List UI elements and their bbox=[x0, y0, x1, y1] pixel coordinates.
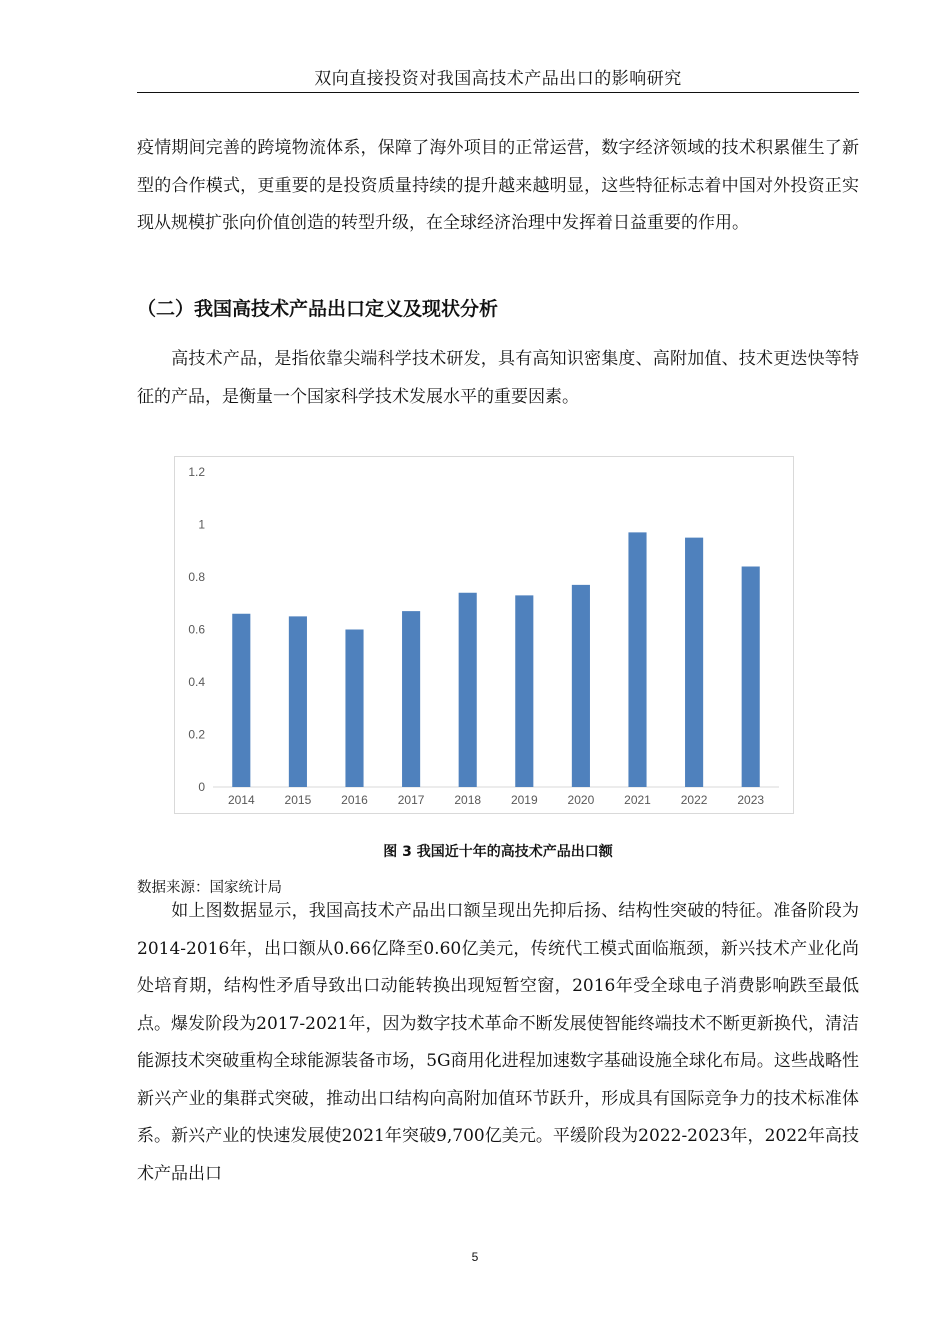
bar-2017 bbox=[402, 611, 420, 787]
export-bar-chart bbox=[174, 456, 794, 814]
paragraph-2-text: 高技术产品，是指依靠尖端科学技术研发，具有高知识密集度、高附加值、技术更迭快等特征的产品，是衡量一个国家科学技术发展水平的重要因素。 bbox=[137, 349, 859, 407]
bar-2020 bbox=[572, 585, 590, 787]
x-tick-label: 2018 bbox=[454, 793, 482, 807]
paragraph-2 bbox=[137, 341, 859, 416]
paragraph-3 bbox=[137, 893, 859, 1193]
figure-caption: 图 3 我国近十年的高技术产品出口额 bbox=[383, 844, 613, 860]
y-tick-label: 1.2 bbox=[188, 465, 205, 479]
data-source: 数据来源：国家统计局 bbox=[137, 880, 282, 896]
bar-2018 bbox=[459, 593, 477, 787]
bar-2014 bbox=[232, 614, 250, 787]
y-tick-label: 0.4 bbox=[188, 675, 205, 689]
bar-2023 bbox=[742, 567, 760, 788]
y-tick-label: 0.8 bbox=[188, 570, 205, 584]
section-title: （二）我国高技术产品出口定义及现状分析 bbox=[137, 298, 499, 320]
bar-2021 bbox=[628, 532, 646, 787]
x-tick-label: 2021 bbox=[624, 793, 651, 807]
x-tick-label: 2019 bbox=[510, 793, 538, 807]
y-tick-label: 0 bbox=[198, 780, 205, 794]
paragraph-3-text: 如上图数据显示，我国高技术产品出口额呈现出先抑后扬、结构性突破的特征。准备阶段为2014-2016年，出口额从0.66亿降至0.60亿美元，传统代工模式面临瓶颈，新兴技术产业化尚处培育期，结构性矛盾导致出口动能转换出现短暂空窗，2016年受全球电子消费影响跌至最低点。爆发阶段为2017-2021年，因为数字技术革命不断发展使智能终端技术不断更新换代，清洁能源技术突破重构全球能源装备市场，5G商用化进程加速数字基础设施全球化布局。这些战略性新兴产业的集群式突破，推动出口结构向高附加值环节跃升，形成具有国际竞争力的技术标准体系。新兴产业的快速发展使2021年突破9,700亿美元。平缓阶段为2022-2023年，2022年高技术产品出口 bbox=[137, 901, 859, 1184]
chart-canvas bbox=[175, 457, 793, 813]
bar-2015 bbox=[289, 616, 307, 787]
page-number: 5 bbox=[471, 1250, 479, 1264]
x-tick-label: 2020 bbox=[567, 793, 595, 807]
header-divider bbox=[137, 92, 859, 93]
x-tick-label: 2014 bbox=[227, 793, 255, 807]
paragraph-1: 疫情期间完善的跨境物流体系，保障了海外项目的正常运营，数字经济领域的技术积累催生了新型的合作模式，更重要的是投资质量持续的提升越来越明显，这些特征标志着中国对外投资正实现从规模扩张向价值创造的转型升级，在全球经济治理中发挥着日益重要的作用。 bbox=[137, 138, 859, 233]
y-tick-label: 0.2 bbox=[188, 727, 205, 742]
x-tick-label: 2022 bbox=[680, 793, 708, 807]
page-header-title: 双向直接投资对我国高技术产品出口的影响研究 bbox=[314, 69, 682, 89]
x-tick-label: 2023 bbox=[737, 793, 765, 807]
bar-2019 bbox=[515, 595, 533, 787]
y-tick-label: 0.6 bbox=[188, 622, 205, 637]
bar-2016 bbox=[345, 630, 363, 788]
x-tick-label: 2015 bbox=[284, 793, 312, 807]
y-tick-label: 1 bbox=[198, 517, 205, 532]
bar-2022 bbox=[685, 538, 703, 787]
x-tick-label: 2016 bbox=[341, 793, 368, 807]
x-tick-label: 2017 bbox=[397, 793, 425, 807]
